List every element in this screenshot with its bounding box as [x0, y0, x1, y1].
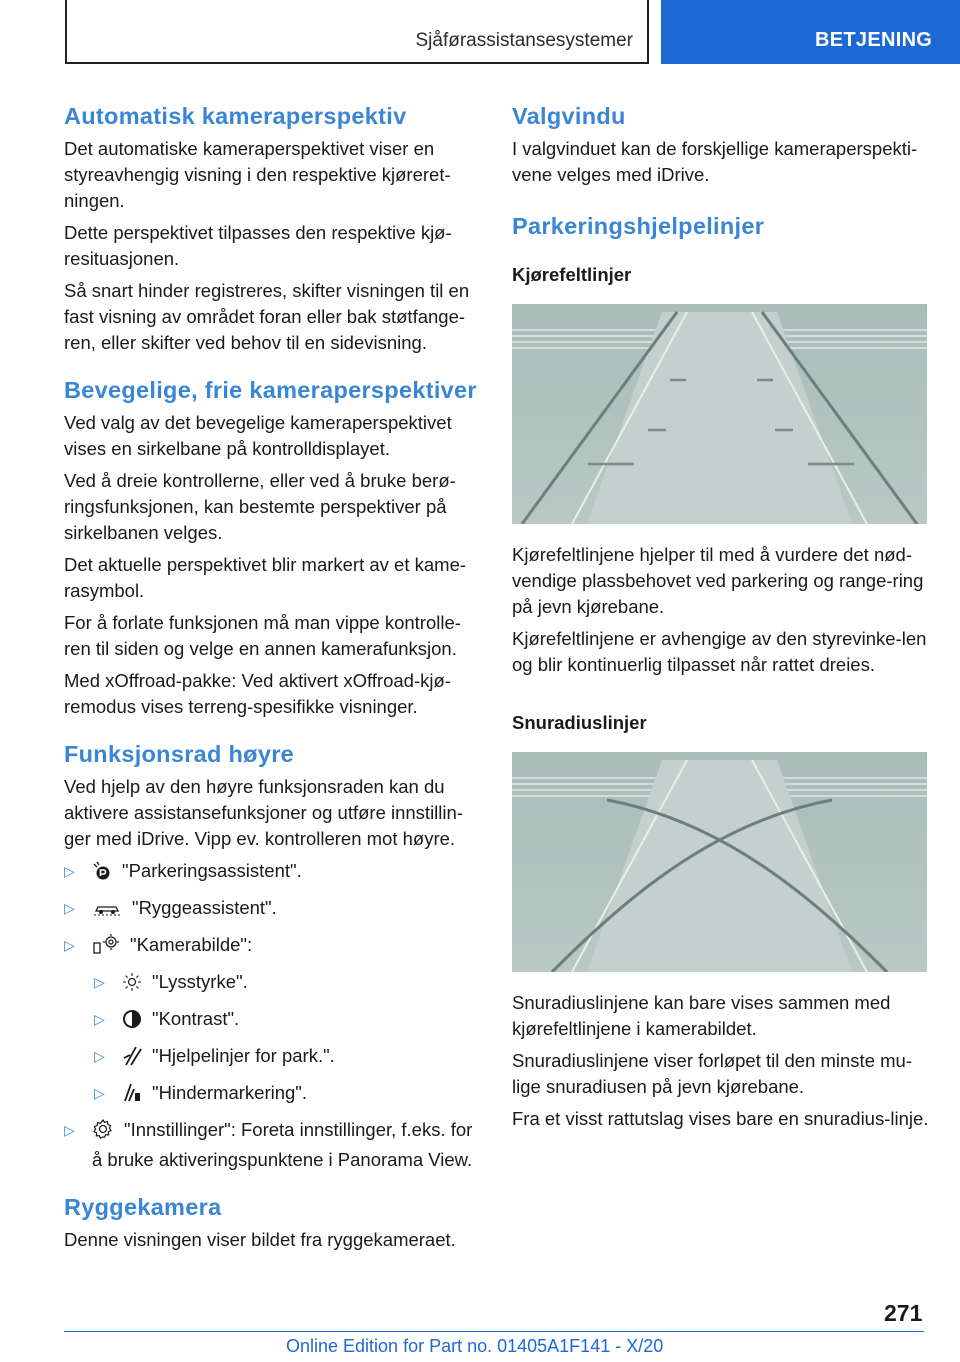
page-number: 271: [884, 1300, 923, 1326]
obstacle-marking-icon: [122, 1081, 142, 1110]
bullet-triangle-icon: ▷: [94, 974, 105, 990]
header-section-box: [65, 0, 649, 64]
list-item: [64, 1043, 484, 1073]
bullet-triangle-icon: ▷: [94, 1085, 105, 1101]
subheading-lane-lines: Kjørefeltlinjer: [512, 264, 632, 285]
heading-rear-camera: Ryggekamera: [64, 1194, 222, 1220]
item-label: "Kontrast".: [152, 1008, 240, 1029]
heading-automatic-camera-perspective: Automatisk kameraperspektiv: [64, 103, 407, 129]
paragraph: Ved valg av det bevegelige kameraperspektivet vises en sirkelbane på kontrolldisplayet.: [64, 412, 452, 459]
parking-guide-lines-icon: [122, 1044, 142, 1073]
heading-free-camera-perspectives: Bevegelige, frie kameraperspektiver: [64, 377, 477, 403]
item-label: "Parkeringsassistent".: [122, 860, 302, 881]
paragraph: Kjørefeltlinjene er avhengige av den styrevinke-len og blir kontinuerlig tilpasset når rattet dreies.: [512, 628, 927, 675]
item-label: "Innstillinger": Foreta innstillinger, f.eks. for å bruke aktiveringspunktene i Panorama View.: [92, 1119, 473, 1170]
subheading-turning-radius-lines: Snuradiuslinjer: [512, 712, 647, 733]
list-item: [64, 1006, 484, 1036]
list-item: [64, 895, 484, 925]
paragraph: Ved hjelp av den høyre funksjonsraden kan du aktivere assistansefunksjoner og utføre innstillin-ger med iDrive. Vipp ev. kontrolleren mot høyre.: [64, 776, 463, 849]
header-section-title: Sjåførassistansesystemer: [415, 30, 633, 51]
function-list: [64, 858, 484, 1173]
paragraph: Snuradiuslinjene kan bare vises sammen med kjørefeltlinjene i kamerabildet.: [512, 992, 891, 1039]
paragraph: Kjørefeltlinjene hjelper til med å vurdere det nød-vendige plassbehovet ved parkering og range-ring på jevn kjørebane.: [512, 544, 924, 617]
bullet-triangle-icon: ▷: [94, 1048, 105, 1064]
paragraph: Fra et visst rattutslag vises bare en snuradius-linje.: [512, 1108, 929, 1129]
turning-radius-illustration: [512, 752, 927, 972]
heading-parking-guide-lines: Parkeringshjelpelinjer: [512, 213, 765, 239]
list-item: [64, 1080, 484, 1110]
heading-selection-window: Valgvindu: [512, 103, 626, 129]
list-item: [64, 858, 484, 888]
footer-edition-text: Online Edition for Part no. 01405A1F141 - X/20: [286, 1336, 664, 1356]
paragraph: I valgvinduet kan de forskjellige kameraperspekti-vene velges med iDrive.: [512, 138, 918, 185]
bullet-triangle-icon: ▷: [64, 937, 75, 953]
paragraph: For å forlate funksjonen må man vippe kontrolle-ren til siden og velge en annen kamerafunksjon.: [64, 612, 461, 659]
item-label: "Hindermarkering".: [152, 1082, 308, 1103]
left-column: [64, 100, 484, 1253]
bullet-triangle-icon: ▷: [64, 900, 75, 916]
footer-divider: [64, 1331, 924, 1332]
brightness-icon: [122, 972, 142, 999]
item-label: "Hjelpelinjer for park.".: [152, 1045, 335, 1066]
reverse-assistant-icon: [92, 899, 122, 925]
right-column: [512, 100, 932, 1132]
parking-assistant-icon: [92, 861, 112, 888]
paragraph: Med xOffroad-pakke: Ved aktivert xOffroad-kjø-remodus vises terreng-spesifikke visninger.: [64, 670, 451, 717]
bullet-triangle-icon: ▷: [64, 863, 75, 879]
paragraph: Dette perspektivet tilpasses den respektive kjø-resituasjonen.: [64, 222, 452, 269]
paragraph: Det automatiske kameraperspektivet viser en styreavhengig visning i den respektive kjøreret-ningen.: [64, 138, 451, 211]
item-label: "Lysstyrke".: [152, 971, 248, 992]
list-item: [64, 969, 484, 999]
settings-gear-icon: [92, 1118, 114, 1147]
paragraph: Ved å dreie kontrollerne, eller ved å bruke berø-ringsfunksjonen, kan bestemte perspektiver på sirkelbanen velges.: [64, 470, 456, 543]
list-item: [64, 1117, 484, 1173]
bullet-triangle-icon: ▷: [94, 1011, 105, 1027]
paragraph: Denne visningen viser bildet fra ryggekameraet.: [64, 1229, 456, 1250]
item-label: "Kamerabilde":: [130, 934, 253, 955]
lane-lines-illustration: [512, 304, 927, 524]
bullet-triangle-icon: ▷: [64, 1122, 75, 1138]
paragraph: Det aktuelle perspektivet blir markert av et kame-rasymbol.: [64, 554, 467, 601]
heading-function-row-right: Funksjonsrad høyre: [64, 741, 295, 767]
item-label: "Ryggeassistent".: [132, 897, 277, 918]
header-chapter-tab: [661, 0, 960, 64]
contrast-icon: [122, 1009, 142, 1036]
list-item: [64, 932, 484, 962]
paragraph: Så snart hinder registreres, skifter visningen til en fast visning av området foran eller bak støtfange-ren, eller skifter ved behov til en sidevisning.: [64, 280, 470, 353]
camera-image-icon: [92, 933, 120, 962]
header-chapter-title: BETJENING: [815, 29, 933, 51]
paragraph: Snuradiuslinjene viser forløpet til den minste mu-lige snuradiusen på jevn kjørebane.: [512, 1050, 912, 1097]
